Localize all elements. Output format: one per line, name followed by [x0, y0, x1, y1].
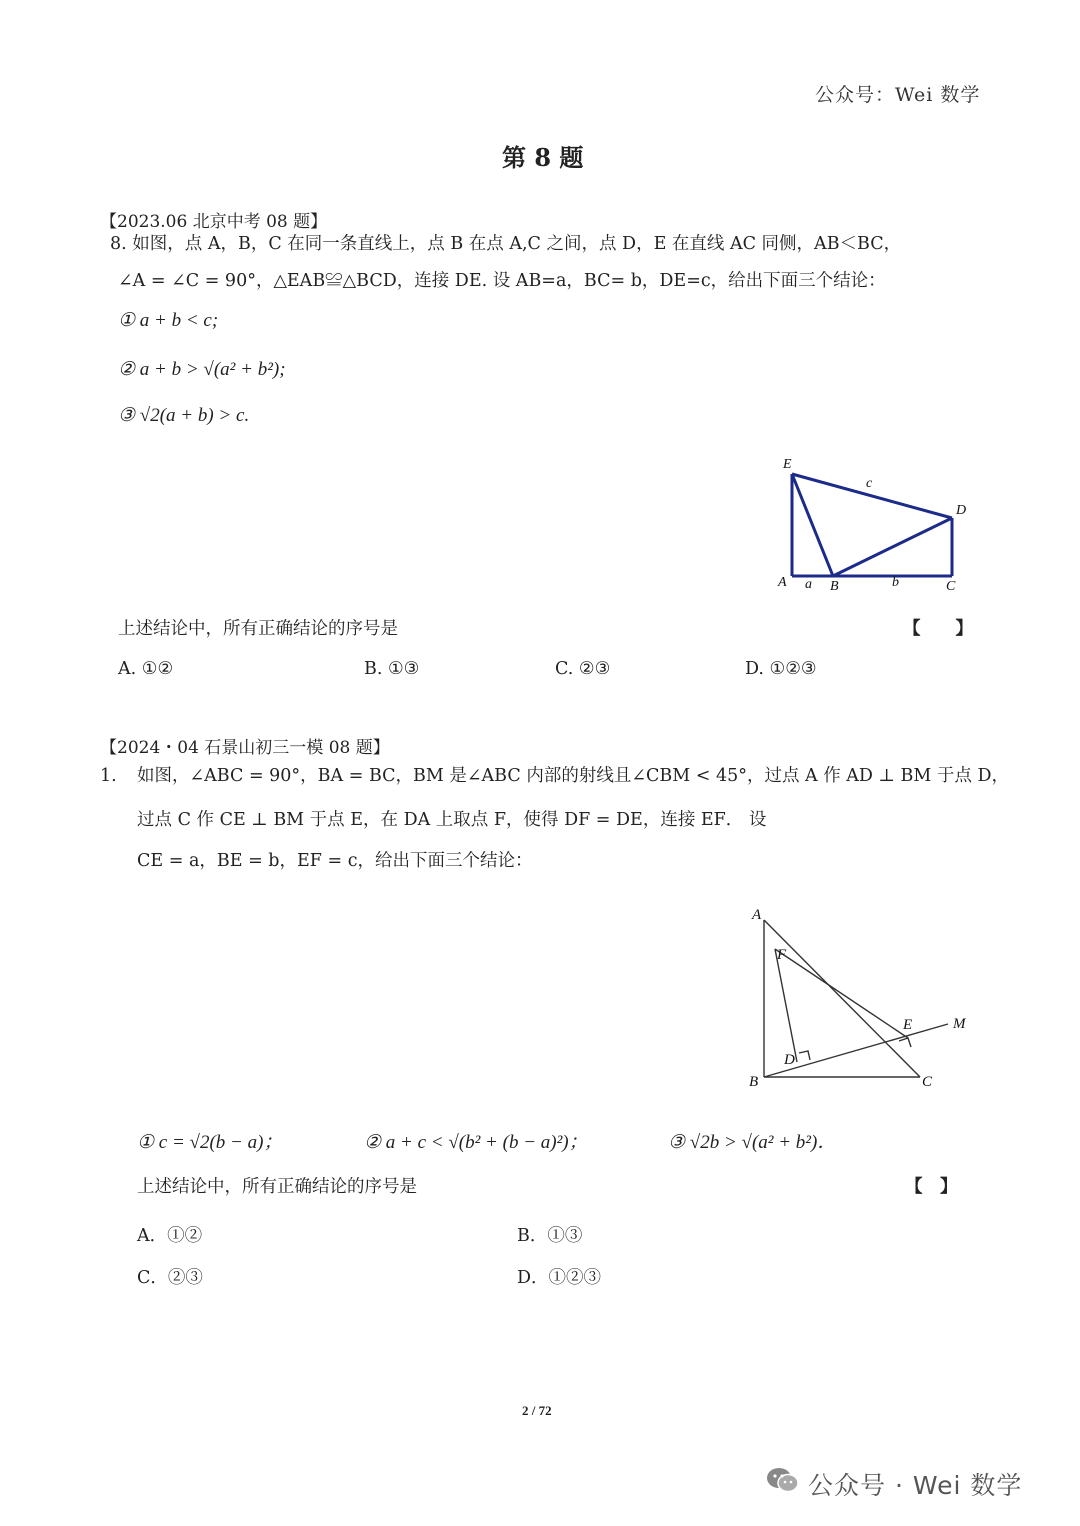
problem1-figure: [770, 450, 990, 600]
problem1-option-a: A. ①②: [118, 659, 174, 679]
problem2-conclusion-1: ① c = √2(b − a)；: [137, 1132, 283, 1153]
problem2-figure: [740, 900, 980, 1100]
problem2-conclusion-3: ③ √2b > √(a² + b²)．: [668, 1132, 837, 1153]
problem2-conclusion-2: ② a + c < √(b² + (b − a)²)；: [364, 1132, 588, 1153]
problem2-option-b: B．①③: [517, 1226, 583, 1246]
fig2-label-M: M: [953, 1016, 966, 1032]
problem1-answer-bracket: 【 】: [903, 619, 973, 639]
problem2-option-d: D．①②③: [517, 1268, 602, 1288]
header-account: 公众号：Wei 数学: [815, 84, 981, 106]
fig1-label-D: D: [956, 503, 967, 518]
fig2-label-E: E: [903, 1017, 913, 1033]
fig1-label-a: a: [805, 577, 812, 592]
problem2-option-c: C．②③: [137, 1268, 203, 1288]
fig1-label-c: c: [866, 476, 873, 491]
problem1-question: 上述结论中，所有正确结论的序号是: [118, 619, 398, 639]
wechat-icon: [766, 1466, 800, 1494]
fig1-label-B: B: [830, 579, 839, 594]
problem2-line3: CE = a，BE = b，EF = c，给出下面三个结论：: [137, 851, 533, 871]
problem1-conclusion-2: ② a + b > √(a² + b²);: [118, 359, 286, 380]
problem1-conclusion-1: ① a + b < c;: [118, 310, 219, 331]
watermark-text: 公众号 · Wei 数学: [808, 1471, 1023, 1500]
problem2-line2: 过点 C 作 CE ⊥ BM 于点 E，在 DA 上取点 F，使得 DF = DE，连接 EF． 设: [137, 810, 767, 830]
problem2-source: 【2024・04 石景山初三一模 08 题】: [100, 738, 390, 758]
fig2-label-F: F: [777, 947, 787, 963]
problem2-line1: 如图，∠ABC = 90°，BA = BC，BM 是∠ABC 内部的射线且∠CBM < 45°，过点 A 作 AD ⊥ BM 于点 D，: [137, 766, 1009, 786]
problem1-option-b: B. ①③: [364, 659, 420, 679]
fig1-label-E: E: [783, 457, 792, 472]
problem2-answer-bracket: 【 】: [905, 1177, 958, 1197]
fig2-label-A: A: [752, 907, 762, 923]
problem1-conclusion-3: ③ √2(a + b) > c.: [118, 405, 250, 426]
problem1-option-d: D. ①②③: [745, 659, 817, 679]
fig2-label-B: B: [749, 1074, 759, 1090]
fig2-label-C: C: [922, 1074, 933, 1090]
page-number: 2 / 72: [522, 1403, 552, 1418]
problem2-option-a: A．①②: [137, 1226, 203, 1246]
problem1-source: 【2023.06 北京中考 08 题】: [100, 212, 328, 232]
problem1-line1: 8. 如图，点 A，B，C 在同一条直线上，点 B 在点 A,C 之间，点 D，E 在直线 AC 同侧，AB＜BC，: [110, 234, 902, 254]
fig1-label-b: b: [892, 575, 899, 590]
problem1-line2: ∠A = ∠C = 90°，△EAB≌△BCD，连接 DE. 设 AB=a，BC= b，DE=c，给出下面三个结论：: [118, 271, 886, 291]
fig1-label-A: A: [778, 575, 787, 590]
problem2-question: 上述结论中，所有正确结论的序号是: [137, 1177, 417, 1197]
fig1-label-C: C: [946, 579, 956, 594]
fig2-label-D: D: [784, 1052, 795, 1068]
problem1-option-c: C. ②③: [555, 659, 611, 679]
page-title: 第 8 题: [502, 143, 584, 172]
problem2-number: 1.: [100, 766, 117, 786]
